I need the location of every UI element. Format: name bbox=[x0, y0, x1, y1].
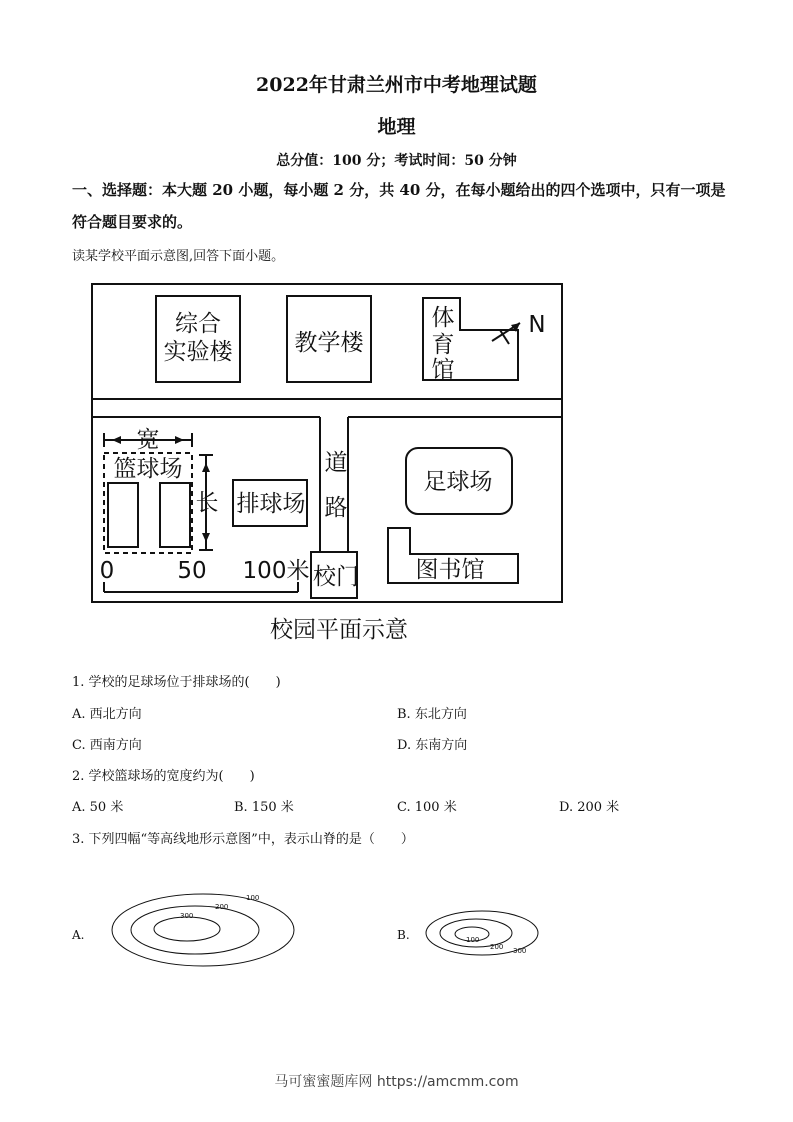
section-heading: 一、选择题：本大题 20 小题，每小题 2 分，共 40 分，在每小题给出的四个选项中，只有一项是符合题目要求的。 bbox=[72, 181, 726, 231]
football-label: 足球场 bbox=[423, 469, 493, 495]
gym-label-1: 体 bbox=[431, 305, 455, 331]
scale-fifty: 50 bbox=[177, 558, 207, 584]
intro-text: 读某学校平面示意图,回答下面小题。 bbox=[72, 249, 285, 264]
question-3-stem: 3. 下列四幅“等高线地形示意图”中，表示山脊的是（ ） bbox=[72, 832, 414, 847]
q1-option-b[interactable]: B. 东北方向 bbox=[397, 707, 467, 722]
gym-label-2: 育 bbox=[431, 332, 455, 358]
score-info: 总分值：100 分；考试时间：50 分钟 bbox=[276, 153, 517, 169]
lab-label-line2: 实验楼 bbox=[163, 339, 233, 365]
contour-a-label-200: 200 bbox=[215, 903, 229, 911]
q1-option-d[interactable]: D. 东南方向 bbox=[397, 738, 468, 753]
contour-b-label-100: 100 bbox=[466, 936, 480, 944]
contour-b-label-300: 300 bbox=[513, 947, 527, 955]
q2-option-a[interactable]: A. 50 米 bbox=[72, 800, 124, 815]
question-1-stem: 1. 学校的足球场位于排球场的( ) bbox=[72, 675, 281, 690]
length-label: 长 bbox=[195, 490, 219, 516]
contour-map-a bbox=[105, 885, 305, 975]
road-label-1: 道 bbox=[324, 450, 348, 476]
library-label: 图书馆 bbox=[415, 557, 485, 583]
contour-b-label-200: 200 bbox=[490, 943, 504, 951]
footer-watermark: 马可蜜蜜题库网 https://amcmm.com bbox=[274, 1074, 519, 1090]
scale-hundred: 100米 bbox=[242, 558, 310, 584]
q2-option-b[interactable]: B. 150 米 bbox=[234, 800, 294, 815]
q1-option-a[interactable]: A. 西北方向 bbox=[72, 707, 142, 722]
contour-map-b bbox=[425, 905, 545, 960]
q2-option-d[interactable]: D. 200 米 bbox=[559, 800, 620, 815]
gate-label: 校门 bbox=[313, 564, 359, 590]
scale-zero: 0 bbox=[99, 558, 115, 584]
lab-label-line1: 综合 bbox=[175, 311, 221, 337]
basketball-label: 篮球场 bbox=[113, 456, 183, 482]
contour-a-label-100: 100 bbox=[246, 894, 260, 902]
width-label: 宽 bbox=[136, 427, 160, 453]
q3-option-a[interactable]: A. bbox=[72, 928, 85, 942]
volleyball-label: 排球场 bbox=[236, 491, 306, 517]
question-2-stem: 2. 学校篮球场的宽度约为( ) bbox=[72, 769, 255, 784]
road-label-2: 路 bbox=[324, 495, 348, 521]
north-label: N bbox=[528, 312, 546, 338]
q3-option-b[interactable]: B. bbox=[397, 928, 410, 942]
teaching-label: 教学楼 bbox=[294, 330, 364, 356]
gym-label-3: 馆 bbox=[431, 357, 455, 383]
map-caption: 校园平面示意 bbox=[270, 617, 408, 643]
subject-title: 地理 bbox=[377, 116, 416, 138]
q2-option-c[interactable]: C. 100 米 bbox=[397, 800, 457, 815]
school-map bbox=[80, 278, 580, 648]
q1-option-c[interactable]: C. 西南方向 bbox=[72, 738, 142, 753]
exam-title: 2022年甘肃兰州市中考地理试题 bbox=[256, 74, 537, 96]
contour-a-label-300: 300 bbox=[180, 912, 194, 920]
